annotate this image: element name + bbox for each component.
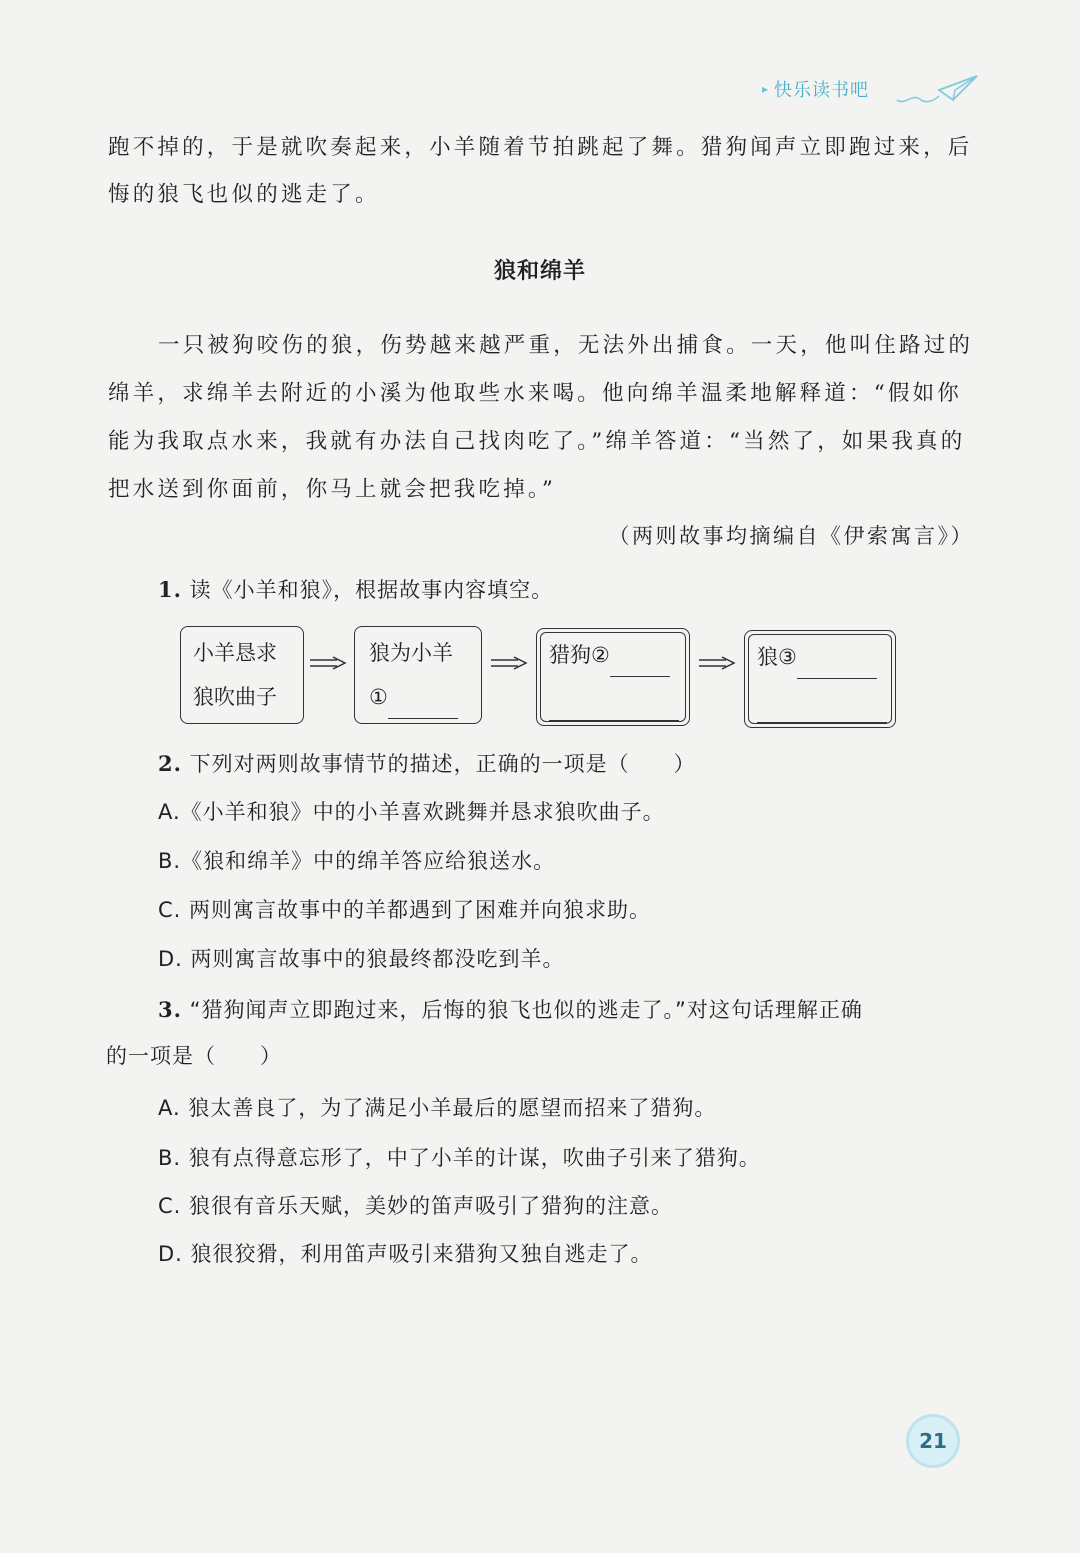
triangle-icon: ▸	[762, 82, 769, 96]
q2-option-d[interactable]: D. 两则寓言故事中的狼最终都没吃到羊。	[158, 947, 565, 971]
story2-line4: 把水送到你面前，你马上就会把我吃掉。”	[108, 477, 557, 502]
flow-box-4	[744, 630, 896, 728]
page-number: 21	[906, 1414, 960, 1468]
blank-2-marker: 猎狗②	[549, 643, 610, 667]
flow-arrow-icon	[490, 656, 528, 670]
story2-title: 狼和绵羊	[493, 259, 586, 284]
question-1-number: 1.	[158, 577, 182, 602]
blank-3-marker: 狼③	[757, 645, 797, 669]
q2-option-b[interactable]: B.《狼和绵羊》中的绵羊答应给狼送水。	[158, 849, 556, 873]
question-1	[158, 566, 553, 614]
flow-box-2	[354, 626, 482, 724]
q2-option-a[interactable]: A.《小羊和狼》中的小羊喜欢跳舞并恳求狼吹曲子。	[158, 800, 665, 824]
flow-box-2-line1: 狼为小羊	[369, 641, 453, 665]
story1-line2: 悔的狼飞也似的逃走了。	[108, 182, 380, 207]
flow-box-1-line1: 小羊恳求	[193, 641, 277, 665]
story2-line3: 能为我取点水来，我就有办法自己找肉吃了。”绵羊答道：“当然了，如果我真的	[108, 429, 966, 454]
q3-option-d[interactable]: D. 狼很狡猾，利用笛声吸引来猎狗又独自逃走了。	[158, 1242, 653, 1266]
blank-1-marker: ①	[369, 685, 388, 709]
question-2-number: 2.	[158, 751, 182, 776]
story-source: （两则故事均摘编自《伊索寓言》）	[608, 524, 974, 548]
flow-box-1	[180, 626, 304, 724]
story2-line1: 一只被狗咬伤的狼，伤势越来越严重，无法外出捕食。一天，他叫住路过的	[158, 333, 974, 358]
q3-option-c[interactable]: C. 狼很有音乐天赋，美妙的笛声吸引了猎狗的注意。	[158, 1194, 674, 1218]
story1-line1: 跑不掉的，于是就吹奏起来，小羊随着节拍跳起了舞。猎狗闻声立即跑过来，后	[108, 135, 973, 160]
question-3-text-cont: 的一项是（ ）	[106, 1044, 282, 1068]
q2-option-c[interactable]: C. 两则寓言故事中的羊都遇到了困难并向狼求助。	[158, 898, 652, 922]
question-2-text: 下列对两则故事情节的描述，正确的一项是（ ）	[189, 752, 696, 776]
question-3-text: “猎狗闻声立即跑过来，后悔的狼飞也似的逃走了。”对这句话理解正确	[189, 998, 863, 1022]
section-label: 快乐读书吧	[774, 80, 870, 101]
flow-box-4-inner-border	[748, 634, 892, 724]
story2-line2: 绵羊，求绵羊去附近的小溪为他取些水来喝。他向绵羊温柔地解释道：“假如你	[108, 381, 962, 406]
q3-option-a[interactable]: A. 狼太善良了，为了满足小羊最后的愿望而招来了猎狗。	[158, 1096, 717, 1120]
flow-box-3-inner-border	[540, 632, 686, 722]
question-2	[158, 740, 696, 788]
question-3-number: 3.	[158, 997, 182, 1022]
flow-box-3	[536, 628, 690, 726]
flow-arrow-icon	[698, 656, 736, 670]
section-header	[762, 76, 869, 102]
blank-1[interactable]	[388, 698, 458, 719]
flow-arrow-icon	[309, 656, 347, 670]
q3-option-b[interactable]: B. 狼有点得意忘形了，中了小羊的计谋，吹曲子引来了猎狗。	[158, 1146, 761, 1170]
question-1-text: 读《小羊和狼》，根据故事内容填空。	[189, 578, 554, 602]
flow-box-2-line2	[369, 675, 481, 719]
flow-box-1-line2: 狼吹曲子	[193, 685, 277, 709]
paper-plane-icon	[895, 70, 985, 110]
question-3	[158, 986, 863, 1034]
